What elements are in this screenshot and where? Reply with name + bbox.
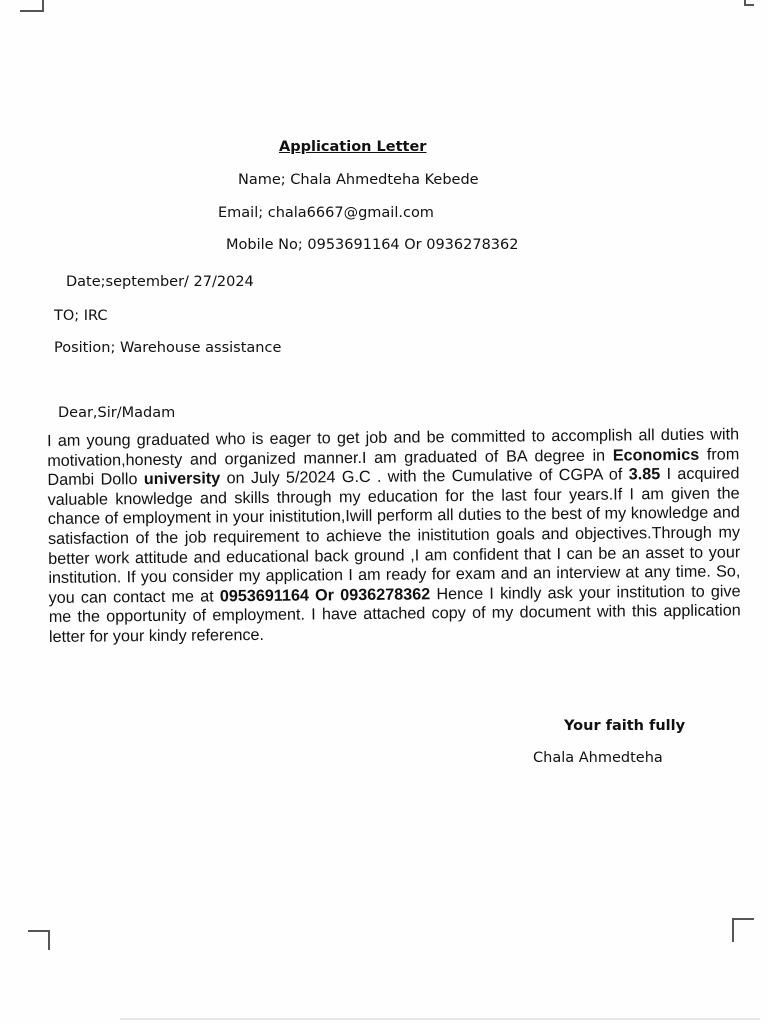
body-phone-numbers: 0953691164 Or 0936278362 xyxy=(219,585,431,606)
page-bottom-edge xyxy=(120,1018,760,1020)
body-text-part: I am young graduated who is eager to get job and be committed to accomplish all duties with motivation,honesty and organized manner.I am graduated of BA degree in xyxy=(47,425,740,470)
letter-title: Application Letter xyxy=(279,139,427,155)
applicant-mobile-line: Mobile No; 0953691164 Or 0936278362 xyxy=(226,237,519,253)
body-cgpa: 3.85 xyxy=(628,465,661,484)
applicant-email-line: Email; chala6667@gmail.com xyxy=(218,205,434,221)
applicant-name-line: Name; Chala Ahmedteha Kebede xyxy=(238,172,479,188)
position-line: Position; Warehouse assistance xyxy=(54,340,282,356)
body-university-word: university xyxy=(143,469,221,489)
body-text-part: I acquired valuable knowledge and skills through my education for the last four years.If I am given the chance of employment in your inistitution,Iwill perform all duties to the best of my knowledge and satisfaction of the job requirement to achieve the inistitution goals and objectives.Through my better work attitude and educational back ground ,I am confident that I can be an asset to your institution. If you consider my application I am ready for exam and an interview at any time. So, you can contact me at xyxy=(47,464,741,607)
body-text-part: from Dambi Dollo xyxy=(47,444,740,490)
crop-mark-top-left xyxy=(20,0,44,12)
letter-body xyxy=(47,425,741,647)
recipient-line: TO; IRC xyxy=(54,308,108,324)
closing-phrase: Your faith fully xyxy=(564,718,686,734)
signature-name: Chala Ahmedteha xyxy=(533,750,663,766)
crop-mark-bottom-left xyxy=(28,930,50,950)
body-text-part: Hence I kindly ask your institution to give me the opportunity of employment. I have attached copy of my document with this application letter for your kindy reference. xyxy=(48,582,741,646)
crop-mark-bottom-right xyxy=(732,918,754,942)
letter-date-line: Date;september/ 27/2024 xyxy=(66,274,254,290)
body-text-part: on July 5/2024 G.C . with the Cumulative of CGPA of xyxy=(220,465,629,488)
body-field-of-study: Economics xyxy=(612,445,700,465)
salutation: Dear,Sir/Madam xyxy=(58,405,176,421)
crop-mark-top-right xyxy=(744,0,754,6)
